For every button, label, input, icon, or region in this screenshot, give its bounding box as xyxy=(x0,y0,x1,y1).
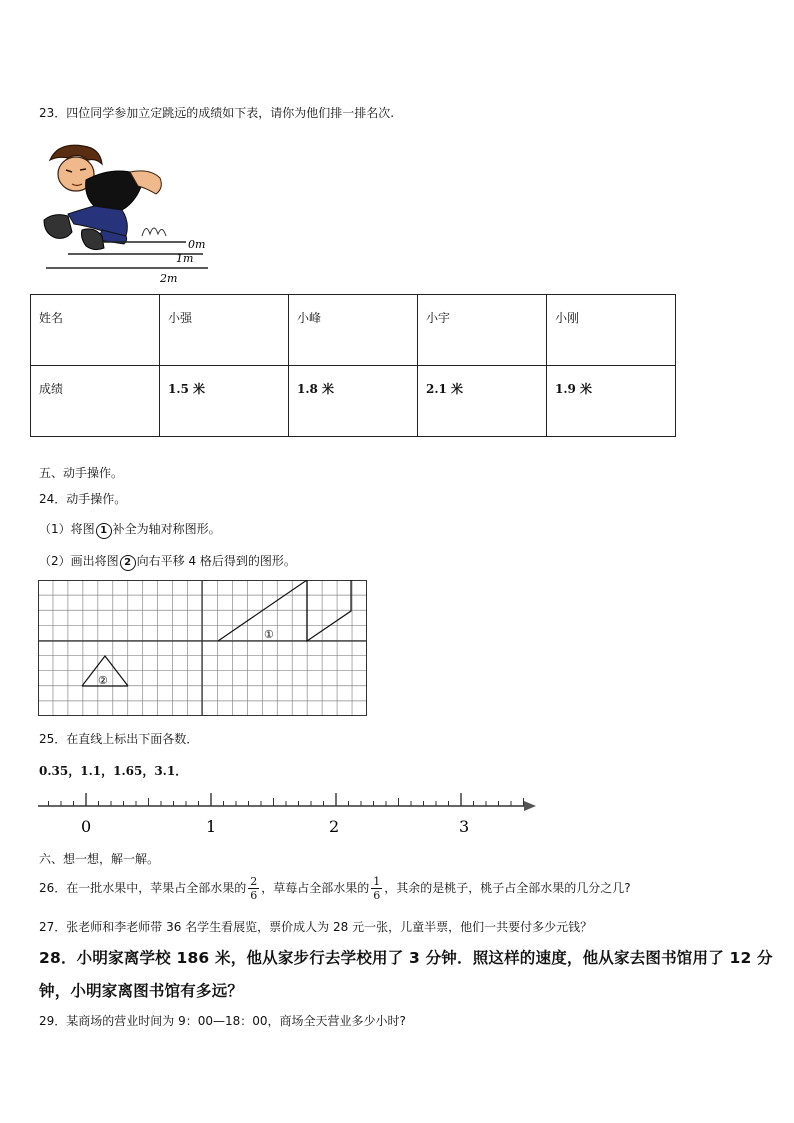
q28-line1: 28．小明家离学校 186 米，他从家步行去学校用了 3 分钟．照这样的速度，他从家去图书馆用了 12 分 xyxy=(39,949,773,967)
q27: 27．张老师和李老师带 36 名学生看展览，票价成人为 28 元一张，儿童半票，他们一共要付多少元钱？ xyxy=(39,920,593,934)
table-row xyxy=(31,295,676,366)
figure-1-label: ① xyxy=(264,628,274,641)
grid-figure xyxy=(38,580,368,718)
table-cell: 小刚 xyxy=(547,295,676,366)
fraction-numerator: 2 xyxy=(250,875,258,888)
number-line xyxy=(36,790,541,838)
table-cell: 1.9 米 xyxy=(547,366,676,437)
circled-1-icon: 1 xyxy=(96,523,112,539)
section-5-heading: 五、动手操作。 xyxy=(39,466,124,480)
table-cell: 姓名 xyxy=(31,295,160,366)
long-jump-illustration xyxy=(38,140,213,290)
table-cell: 2.1 米 xyxy=(418,366,547,437)
q29: 29．某商场的营业时间为 9：00—18：00，商场全天营业多少小时? xyxy=(39,1014,406,1028)
table-cell: 小峰 xyxy=(289,295,418,366)
axis-label-1: 1 xyxy=(206,817,217,836)
q24-part2 xyxy=(39,552,296,571)
fraction-denominator: 6 xyxy=(250,889,258,902)
axis-label-0: 0 xyxy=(81,817,92,836)
axis-label-2: 2 xyxy=(329,817,340,836)
fraction-numerator: 1 xyxy=(373,875,381,888)
q26-text-a: 26．在一批水果中，苹果占全部水果的 xyxy=(39,881,247,895)
q24-part1-prefix: （1）将图 xyxy=(39,522,95,536)
mark-2m: 2m xyxy=(160,272,178,285)
section-6-heading: 六、想一想，解一解。 xyxy=(39,852,160,866)
q26-text-b: ，草莓占全部水果的 xyxy=(261,881,370,895)
fraction-denominator: 6 xyxy=(373,889,381,902)
table-cell: 小宇 xyxy=(418,295,547,366)
table-row xyxy=(31,366,676,437)
fraction-2-6 xyxy=(248,875,259,902)
q24-title: 24．动手操作。 xyxy=(39,492,127,506)
q23-text: 23．四位同学参加立定跳远的成绩如下表，请你为他们排一排名次. xyxy=(39,106,395,120)
q24-part2-prefix: （2）画出将图 xyxy=(39,554,119,568)
table-cell: 1.5 米 xyxy=(160,366,289,437)
fraction-1-6 xyxy=(371,875,382,902)
q25-numbers: 0.35，1.1，1.65，3.1． xyxy=(39,764,188,778)
q24-part1-suffix: 补全为轴对称图形。 xyxy=(112,522,221,536)
q26 xyxy=(39,874,631,902)
q24-part2-suffix: 向右平移 4 格后得到的图形。 xyxy=(136,554,296,568)
table-cell: 成绩 xyxy=(31,366,160,437)
table-cell: 1.8 米 xyxy=(289,366,418,437)
table-cell: 小强 xyxy=(160,295,289,366)
circled-2-icon: 2 xyxy=(120,555,136,571)
q24-part1 xyxy=(39,520,221,539)
mark-1m: 1m xyxy=(176,252,194,265)
axis-label-3: 3 xyxy=(459,817,470,836)
mark-0m: 0m xyxy=(188,238,206,251)
q26-text-c: ，其余的是桃子，桃子占全部水果的几分之几? xyxy=(384,881,631,895)
q28-line2: 钟，小明家离图书馆有多远？ xyxy=(39,982,244,1000)
score-table xyxy=(30,294,676,437)
arrow-right-icon xyxy=(524,801,536,811)
q25-title: 25．在直线上标出下面各数． xyxy=(39,732,199,746)
figure-2-label: ② xyxy=(98,674,108,687)
